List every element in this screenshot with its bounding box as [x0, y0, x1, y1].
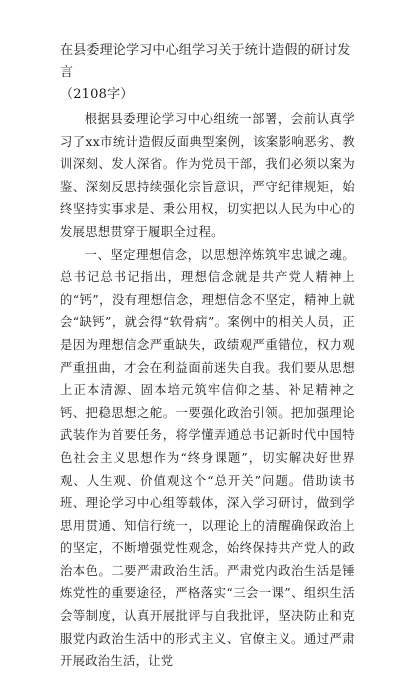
paragraph-section-one: 一、坚定理想信念，以思想淬炼筑牢忠诚之魂。总书记总书记指出，理想信念就是共产党人精神上的“钙”，没有理想信念，理想信念不坚定，精神上就会“缺钙”，就会得“软骨病”。案例中的相关人员，正是因为理想信念严重缺失，政绩观严重错位，权力观严重扭曲，才会在利益面前迷失自我。我们要从思想上正本清源、固本培元筑牢信仰之基、补足精神之钙、把稳思想之舵。一要强化政治引领。把加强理论武装作为首要任务，将学懂弄通总书记新时代中国特色社会主义思想作为“终身课题”，切实解决好世界观、人生观、价值观这个“总开关”问题。借助读书班、理论学习中心组等载体，深入学习研讨，做到学思用贯通、知信行统一，以理论上的清醒确保政治上的坚定，不断增强党性观念，始终保持共产党人的政治本色。二要严肃政治生活。严肃党内政治生活是锤炼党性的重要途径，严格落实“三会一课”、组织生活会等制度，认真开展批评与自我批评，坚决防止和克服党内政治生活中的形式主义、官僚主义。通过严肃开展政治生活，让党: [60, 247, 355, 669]
document-title: 在县委理论学习中心组学习关于统计造假的研讨发言: [60, 43, 351, 80]
paragraph-intro: 根据县委理论学习中心组统一部署，会前认真学习了xx市统计造假反面典型案例，该案影响恶劣、教训深刻、发人深省。作为党员干部，我们必须以案为鉴、深刻反思持续强化宗旨意识，严守纪律规矩，始终坚持实事求是、秉公用权，切实把以人民为中心的发展思想贯穿于履职全过程。: [60, 112, 355, 239]
word-count: （2108字）: [60, 87, 134, 102]
